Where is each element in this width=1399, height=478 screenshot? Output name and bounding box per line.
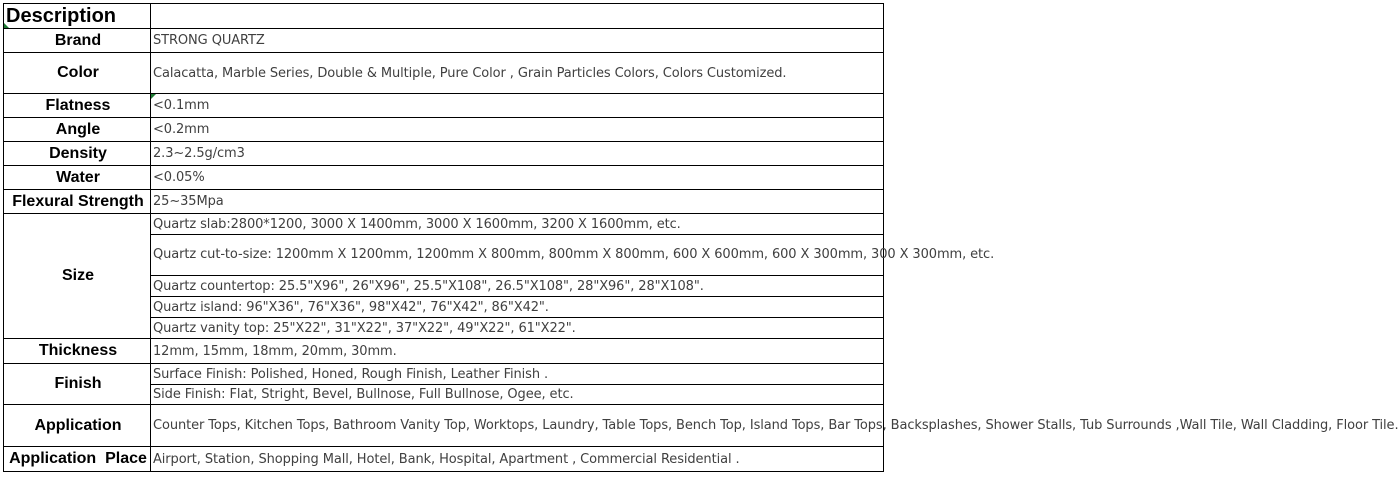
density-value: 2.3~2.5g/cm3 [151,142,884,166]
size-value-countertop: Quartz countertop: 25.5"X96", 26"X96", 25.5"X108", 26.5"X108", 28"X96", 28"X108". [151,276,884,297]
size-label: Size [4,214,151,339]
flatness-value [151,94,884,118]
flatness-label: Flatness [4,94,151,118]
cell-marker-icon [4,23,9,28]
table-row [4,339,884,364]
table-row [4,364,884,385]
table-row [4,53,884,94]
density-label: Density [4,142,151,166]
title-text: Description [6,4,117,27]
finish-value-surface: Surface Finish: Polished, Honed, Rough Finish, Leather Finish . [151,364,884,385]
angle-value: <0.2mm [151,118,884,142]
color-label: Color [4,53,151,94]
application-place-label: Application Place [4,447,151,472]
application-label: Application [4,405,151,447]
application-value: Counter Tops, Kitchen Tops, Bathroom Vanity Top, Worktops, Laundry, Table Tops, Bench Top, Island Tops, Bar Tops, Backsplashes, Shower Stalls, Tub Surrounds ,Wall Tile, Wall Cladding, Floor Tile. [151,405,884,447]
flexural-value: 25~35Mpa [151,190,884,214]
table-row [4,118,884,142]
flatness-value-text: <0.1mm [153,98,210,113]
table-title [4,4,151,29]
size-value-slab: Quartz slab:2800*1200, 3000 X 1400mm, 3000 X 1600mm, 3200 X 1600mm, etc. [151,214,884,235]
angle-label: Angle [4,118,151,142]
title-row [4,4,884,29]
application-place-value: Airport, Station, Shopping Mall, Hotel, Bank, Hospital, Apartment , Commercial Residential . [151,447,884,472]
cell-marker-icon [151,94,156,99]
table-row [4,405,884,447]
size-value-island: Quartz island: 96"X36", 76"X36", 98"X42", 76"X42", 86"X42". [151,297,884,318]
table-row [4,29,884,53]
table-row [4,142,884,166]
size-value-cut: Quartz cut-to-size: 1200mm X 1200mm, 1200mm X 800mm, 800mm X 800mm, 600 X 600mm, 600 X 300mm, 300 X 300mm, etc. [151,235,884,276]
brand-value: STRONG QUARTZ [151,29,884,53]
title-blank-cell [151,4,884,29]
table-row [4,214,884,235]
finish-label: Finish [4,364,151,405]
color-value: Calacatta, Marble Series, Double & Multiple, Pure Color , Grain Particles Colors, Colors Customized. [151,53,884,94]
water-label: Water [4,166,151,190]
table-row [4,447,884,472]
brand-label: Brand [4,29,151,53]
water-value: <0.05% [151,166,884,190]
flexural-label: Flexural Strength [4,190,151,214]
thickness-value: 12mm, 15mm, 18mm, 20mm, 30mm. [151,339,884,364]
table-row [4,94,884,118]
finish-value-side: Side Finish: Flat, Stright, Bevel, Bullnose, Full Bullnose, Ogee, etc. [151,385,884,405]
table-row [4,166,884,190]
table-row [4,190,884,214]
thickness-label: Thickness [4,339,151,364]
spec-table [3,3,1399,472]
size-value-vanity: Quartz vanity top: 25"X22", 31"X22", 37"X22", 49"X22", 61"X22". [151,318,884,339]
